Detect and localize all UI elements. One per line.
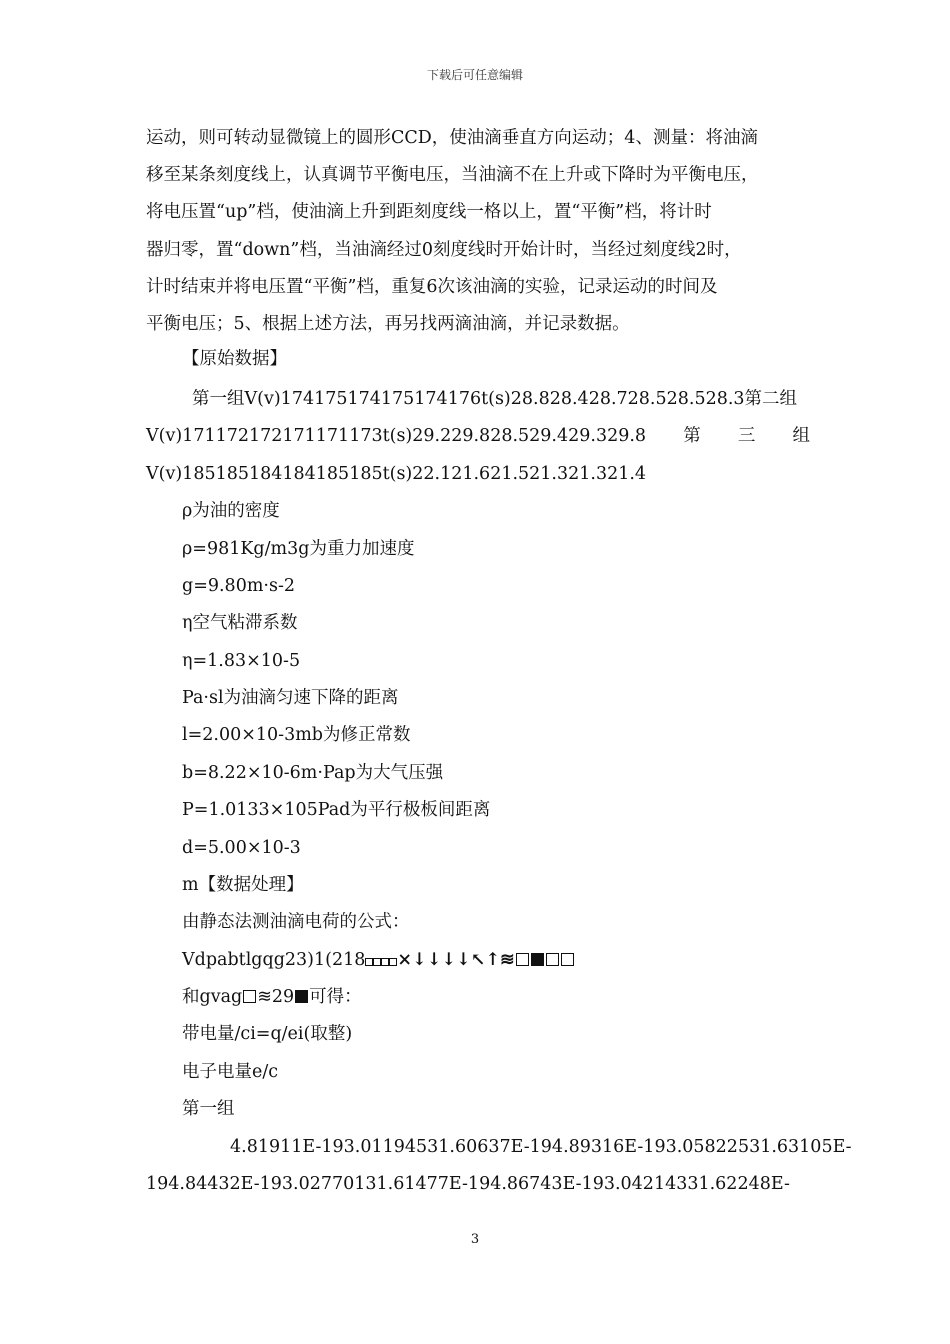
page-header: 下载后可任意编辑 <box>426 68 523 82</box>
formula2-start: 和gvag <box>182 987 243 1007</box>
formula-line-2 <box>182 985 362 1009</box>
square-glyph-icon <box>243 990 256 1003</box>
definition-line: ρ=981Kg/m3g为重力加速度 <box>182 539 415 559</box>
definition-line: b=8.22×10-6m·Pap为大气压强 <box>182 763 444 783</box>
raw-data-line-1: 第一组V(v)174175174175174176t(s)28.828.428.728.528.528.3第二组 <box>192 389 798 409</box>
box-glyph-icon <box>381 958 389 966</box>
text-line: 移至某条刻度线上，认真调节平衡电压，当油滴不在上升或下降时为平衡电压， <box>146 165 759 186</box>
floppy-glyph-icon <box>531 953 544 966</box>
definition-line: d=5.00×10-3 <box>182 838 301 858</box>
formula2-middle: ≋29 <box>257 987 295 1007</box>
formula-intro: 由静态法测油滴电荷的公式： <box>182 912 410 932</box>
definition-line: P=1.0133×105Pad为平行极板间距离 <box>182 800 491 820</box>
charge-line: 带电量/ci=q/ei(取整) <box>182 1024 353 1044</box>
text-line: 计时结束并将电压置“平衡”档，重复6次该油滴的实验，记录运动的时间及 <box>146 276 718 297</box>
formula2-end: 可得： <box>309 987 362 1007</box>
section-heading-raw-data: 【原始数据】 <box>182 349 287 369</box>
box-glyph-icon <box>373 958 381 966</box>
definition-line: η=1.83×10-5 <box>182 651 301 671</box>
document-glyph-icon <box>516 953 529 966</box>
raw-data-group3-char: 第 <box>683 426 701 446</box>
text-line: 运动，则可转动显微镜上的圆形CCD，使油滴垂直方向运动；4、测量：将油滴 <box>146 128 758 148</box>
definition-line: Pa·sl为油滴匀速下降的距离 <box>182 688 399 708</box>
formula-glyphs: ×↓↓↓↓↖↑≋ <box>397 950 515 970</box>
square-glyph-icon <box>546 953 559 966</box>
text-line: 平衡电压；5、根据上述方法，再另找两滴油滴，并记录数据。 <box>146 314 630 335</box>
square-glyph-icon <box>561 953 574 966</box>
text-line: 器归零，置“down”档，当油滴经过0刻度线时开始计时，当经过刻度线2时， <box>146 239 742 260</box>
raw-data-line-2 <box>146 424 810 448</box>
formula-text: Vdpabtlgqg23)1(218 <box>182 950 366 970</box>
definition-line: η空气粘滞系数 <box>182 613 298 633</box>
section-heading-processing: m【数据处理】 <box>182 875 304 895</box>
text-line: 将电压置“up”档，使油滴上升到距刻度线一格以上，置“平衡”档，将计时 <box>146 202 712 223</box>
raw-data-group3-char: 组 <box>792 426 810 446</box>
raw-data-line-2-values: V(v)171172172171171173t(s)29.229.828.529.429.329.8 <box>146 426 647 446</box>
result-line: 194.84432E-193.02770131.61477E-194.86743E-193.04214331.62248E- <box>146 1174 790 1194</box>
box-glyph-icon <box>365 958 373 966</box>
definition-line: ρ为油的密度 <box>182 501 280 521</box>
raw-data-line-3: V(v)185185184184185185t(s)22.121.621.521.321.321.4 <box>146 464 647 484</box>
definition-line: l=2.00×10-3mb为修正常数 <box>182 725 411 745</box>
page-number: 3 <box>470 1232 480 1247</box>
raw-data-group3-char: 三 <box>737 426 756 446</box>
floppy-glyph-icon <box>295 990 308 1003</box>
electron-charge-line: 电子电量e/c <box>182 1062 279 1082</box>
result-line: 4.81911E-193.01194531.60637E-194.89316E-193.05822531.63105E- <box>230 1137 852 1157</box>
formula-line <box>182 948 575 972</box>
procedure-paragraph <box>146 120 810 343</box>
group-label: 第一组 <box>182 1099 235 1119</box>
definition-line: g=9.80m·s-2 <box>182 576 296 596</box>
